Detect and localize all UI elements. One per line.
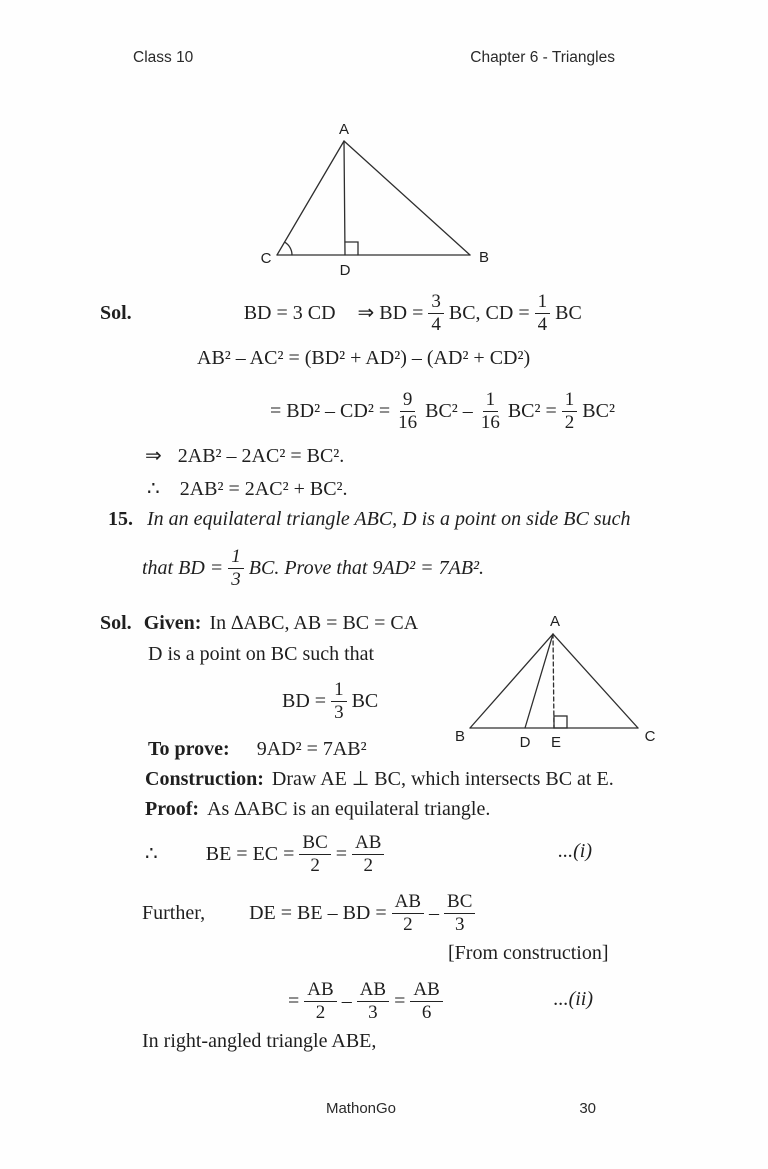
fraction-1-2: $\frac{1}{2}$ [562,389,578,433]
vertex-label-B: B [478,249,490,266]
sol-label: Sol. [100,302,132,324]
point-label-D: D [519,734,531,751]
eq-bc-cd: BC, CD = [448,302,530,324]
question-15-line1 [108,507,631,531]
fraction-ab-2c: $\frac{AB}{2}$ [304,979,336,1023]
to-prove-line [148,737,367,761]
therefore-symbol-2: ∴ [145,843,158,865]
minus-sign-2: – [341,990,352,1012]
construction-text: Draw AE ⊥ BC, which intersects BC at E. [271,768,614,790]
fraction-ab-6: $\frac{AB}{6}$ [410,979,442,1023]
de-equation-text: DE = BE – BD = [249,902,387,924]
minus-sign: – [429,902,440,924]
angle-arc-C [285,242,292,255]
side-CA [277,141,344,255]
proof-text: As ∆ABC is an equilateral triangle. [207,798,491,820]
vertex-label-B: B [454,728,466,745]
footer-page-number: 30 [579,1100,596,1117]
sol2-given-line [100,611,418,635]
from-construction-text: [From construction] [448,942,609,964]
right-angle-mark-D [345,242,358,255]
implies-symbol: ⇒ [145,445,162,467]
fraction-bc-2: $\frac{BC}{2}$ [299,832,330,876]
from-construction-note [448,941,609,965]
question-number: 15. [108,508,133,530]
given-text: In ∆ABC, AB = BC = CA [209,612,419,634]
bd-rhs: BC [351,690,379,712]
fraction-ab-2: $\frac{AB}{2}$ [352,832,384,876]
fraction-3-4: $\frac{3}{4}$ [428,291,444,335]
eq-bc: BC [555,302,582,324]
given-label: Given: [143,612,202,634]
fraction-ab-2b: $\frac{AB}{2}$ [392,891,424,935]
right-angled-triangle-line [142,1029,376,1053]
vertex-label-C: C [644,728,656,745]
proof-label: Proof: [145,798,200,820]
sol1-line1 [100,289,582,337]
to-prove-label: To prove: [148,738,230,760]
eq-2ab2-2ac2: 2AB² – 2AC² = BC². [177,445,345,467]
side-CA [553,634,638,728]
equilateral-triangle-diagram-AD-AE [445,607,670,757]
vertex-label-A: A [338,121,350,138]
fraction-1-4: $\frac{1}{4}$ [535,291,551,335]
proof-line [145,797,490,821]
eq-ab2-ac2: AB² – AC² = (BD² + AD²) – (AD² + CD²) [197,347,531,369]
right-angle-mark-E [554,716,567,728]
construction-line [145,767,614,791]
side-BA [470,634,553,728]
equation-i [145,828,389,880]
bd-lhs: BD = [282,690,327,712]
fraction-ab-3: $\frac{AB}{3}$ [357,979,389,1023]
question-text-1: In an equilateral triangle ABC, D is a point on side BC such [147,508,631,530]
header-chapter-label: Chapter 6 - Triangles [470,49,615,66]
eq-2ab2-final: 2AB² = 2AC² + BC². [179,478,348,500]
be-ec-text: BE = EC = [205,843,295,865]
point-label-E: E [550,734,562,751]
sol-label-2: Sol. [100,612,132,634]
sol1-line4 [145,444,344,468]
equation-i-tag: ...(i) [558,840,592,862]
point-on-bc-text: D is a point on BC such that [148,643,375,665]
cevian-AD [525,634,553,728]
sol1-line2 [197,346,530,370]
equation-ii-tag: ...(ii) [553,988,593,1010]
bd-equation [282,676,378,726]
fraction-1-16: $\frac{1}{16}$ [480,389,500,433]
eq-bd2-cd2: = BD² – CD² = [270,400,391,422]
question-text-2b: BC. Prove that 9AD² = 7AB². [248,557,485,579]
therefore-symbol: ∴ [147,478,160,500]
further-line [142,886,480,940]
altitude-AE-dashed [553,634,554,728]
implies-bd: ⇒ BD = [357,302,424,324]
footer-brand: MathonGo [325,1100,397,1117]
vertex-label-D: D [339,262,351,279]
fraction-1-3: $\frac{1}{3}$ [331,679,347,723]
sol1-line5 [147,477,348,501]
triangle-diagram-altitude-AD [235,112,520,282]
sol1-line3 [270,387,615,435]
equals-sign: = [335,843,348,865]
equals-sign-2: = [288,990,300,1012]
fraction-9-16: $\frac{9}{16}$ [398,389,418,433]
altitude-AD [344,141,345,255]
right-angled-triangle-text: In right-angled triangle ABE, [142,1030,377,1052]
eq-bd-3cd: BD = 3 CD [243,302,336,324]
fraction-bc-3: $\frac{BC}{3}$ [444,891,475,935]
header-class-label: Class 10 [133,49,194,66]
eq-bc2-final: BC² [582,400,615,422]
question-15-line2 [142,542,484,594]
equation-ii [288,974,448,1028]
vertex-label-C: C [260,250,272,267]
vertex-label-A: A [549,613,561,630]
eq-bc2-minus: BC² – [425,400,473,422]
to-prove-text: 9AD² = 7AB² [256,738,367,760]
sol2-point-line [148,642,374,666]
equals-sign-3: = [394,990,406,1012]
construction-label: Construction: [145,768,264,790]
question-text-2a: that BD = [142,557,224,579]
side-BA [344,141,470,255]
fraction-1-3-italic: $\frac{1}{3}$ [228,546,244,590]
eq-bc2-eq: BC² = [507,400,557,422]
further-label: Further, [142,902,206,924]
